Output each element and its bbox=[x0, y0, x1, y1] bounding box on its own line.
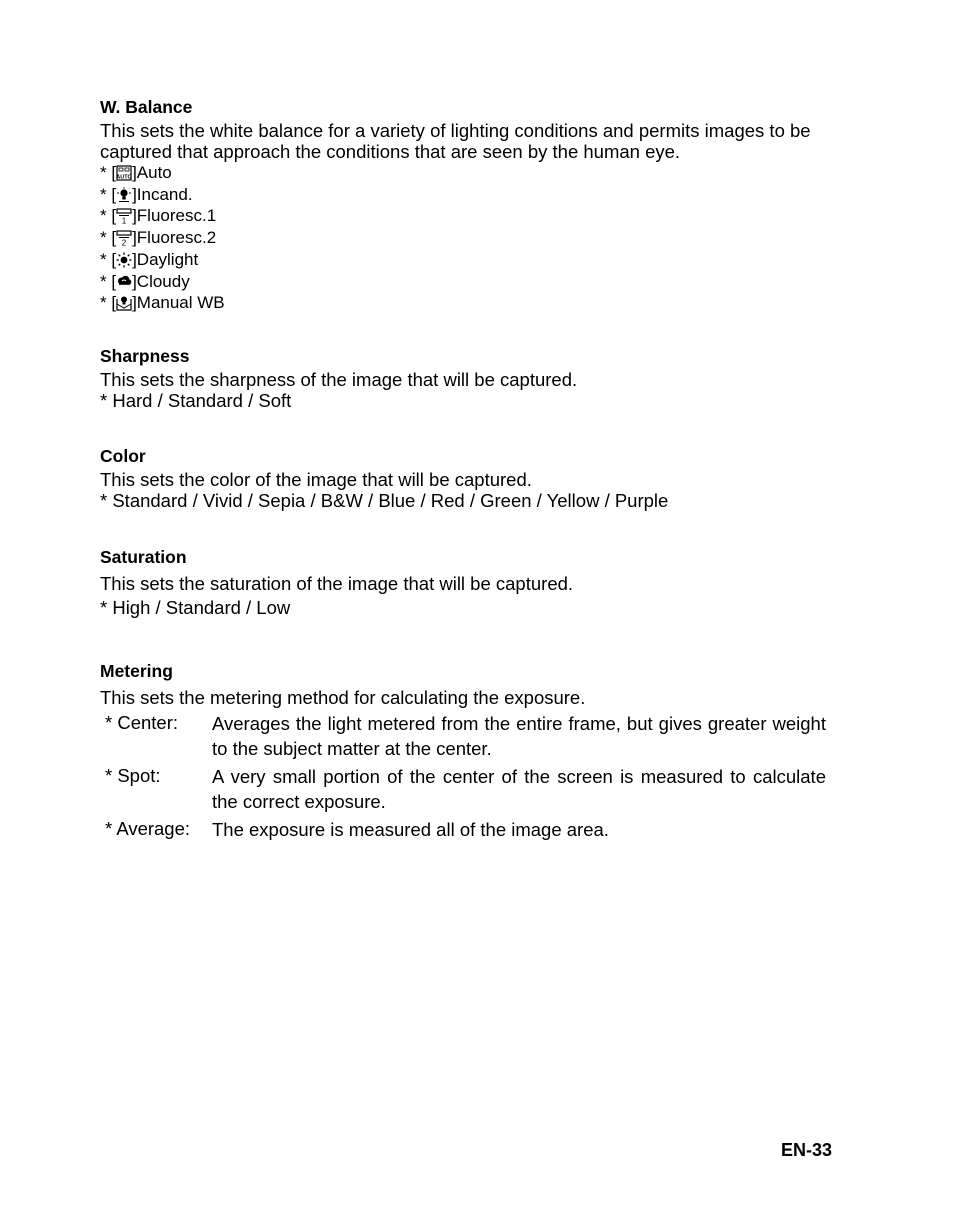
bullet-prefix: * [ bbox=[100, 184, 117, 204]
metering-average-desc: The exposure is measured all of the image area. bbox=[212, 819, 609, 840]
saturation-description: This sets the saturation of the image that will be captured. bbox=[100, 573, 574, 594]
metering-spot-row bbox=[100, 765, 832, 814]
color-heading: Color bbox=[100, 446, 146, 466]
metering-average-key: * Average: bbox=[105, 818, 191, 839]
metering-description: This sets the metering method for calculating the exposure. bbox=[100, 687, 586, 708]
list-item-label: ]Fluoresc.2 bbox=[132, 228, 217, 248]
metering-average-row bbox=[100, 818, 832, 843]
svg-text:AUTO: AUTO bbox=[116, 174, 132, 181]
saturation-section bbox=[100, 546, 832, 619]
list-item bbox=[100, 292, 832, 314]
daylight-icon bbox=[116, 252, 132, 268]
list-item bbox=[100, 271, 832, 293]
metering-center-key: * Center: bbox=[105, 712, 179, 733]
list-item-label: ]Incand. bbox=[132, 184, 193, 204]
sharpness-description: This sets the sharpness of the image that will be captured. bbox=[100, 369, 578, 390]
sharpness-section bbox=[100, 345, 832, 412]
incandescent-icon bbox=[116, 187, 132, 203]
bullet-prefix: * [ bbox=[100, 163, 117, 182]
list-item-label: ]Cloudy bbox=[132, 271, 190, 291]
saturation-heading: Saturation bbox=[100, 547, 187, 567]
list-item bbox=[100, 249, 832, 271]
bullet-prefix: * [ bbox=[100, 249, 117, 269]
svg-text:2: 2 bbox=[121, 238, 127, 246]
list-item bbox=[100, 205, 832, 227]
metering-section bbox=[100, 660, 832, 843]
metering-center-row bbox=[100, 712, 832, 761]
auto-wb-icon bbox=[116, 165, 132, 181]
manual-wb-icon bbox=[116, 295, 132, 311]
fluorescent-1-icon bbox=[116, 208, 132, 224]
list-item-label: ]Auto bbox=[132, 163, 172, 182]
metering-heading: Metering bbox=[100, 661, 173, 681]
sharpness-heading: Sharpness bbox=[100, 346, 190, 366]
bullet-prefix: * [ bbox=[100, 293, 117, 313]
white-balance-heading: W. Balance bbox=[100, 97, 193, 117]
bullet-prefix: * [ bbox=[100, 271, 117, 291]
white-balance-description: This sets the white balance for a variety of lighting conditions and permits images to be captured that approach the conditions that are seen by the human eye. bbox=[100, 120, 811, 162]
bullet-prefix: * [ bbox=[100, 228, 117, 248]
list-item-label: ]Fluoresc.1 bbox=[132, 206, 217, 226]
color-options: * Standard / Vivid / Sepia / B&W / Blue / Red / Green / Yellow / Purple bbox=[100, 490, 669, 511]
list-item-label: ]Daylight bbox=[132, 249, 199, 269]
page-number: EN-33 bbox=[780, 1140, 832, 1160]
metering-spot-desc: A very small portion of the center of the screen is measured to calculate the correct exposure. bbox=[212, 766, 826, 812]
white-balance-section bbox=[100, 96, 832, 314]
fluorescent-2-icon bbox=[116, 230, 132, 246]
list-item bbox=[100, 184, 832, 206]
svg-text:1: 1 bbox=[121, 216, 127, 225]
color-section bbox=[100, 445, 832, 512]
bullet-prefix: * [ bbox=[100, 206, 117, 226]
list-item bbox=[100, 162, 832, 184]
saturation-options: * High / Standard / Low bbox=[100, 597, 291, 618]
metering-spot-key: * Spot: bbox=[105, 765, 161, 786]
list-item bbox=[100, 227, 832, 249]
color-description: This sets the color of the image that will be captured. bbox=[100, 469, 532, 490]
cloudy-icon bbox=[116, 273, 132, 289]
white-balance-list bbox=[100, 162, 832, 314]
sharpness-options: * Hard / Standard / Soft bbox=[100, 390, 292, 411]
list-item-label: ]Manual WB bbox=[132, 293, 225, 313]
metering-center-desc: Averages the light metered from the entire frame, but gives greater weight to the subject matter at the center. bbox=[212, 713, 826, 759]
